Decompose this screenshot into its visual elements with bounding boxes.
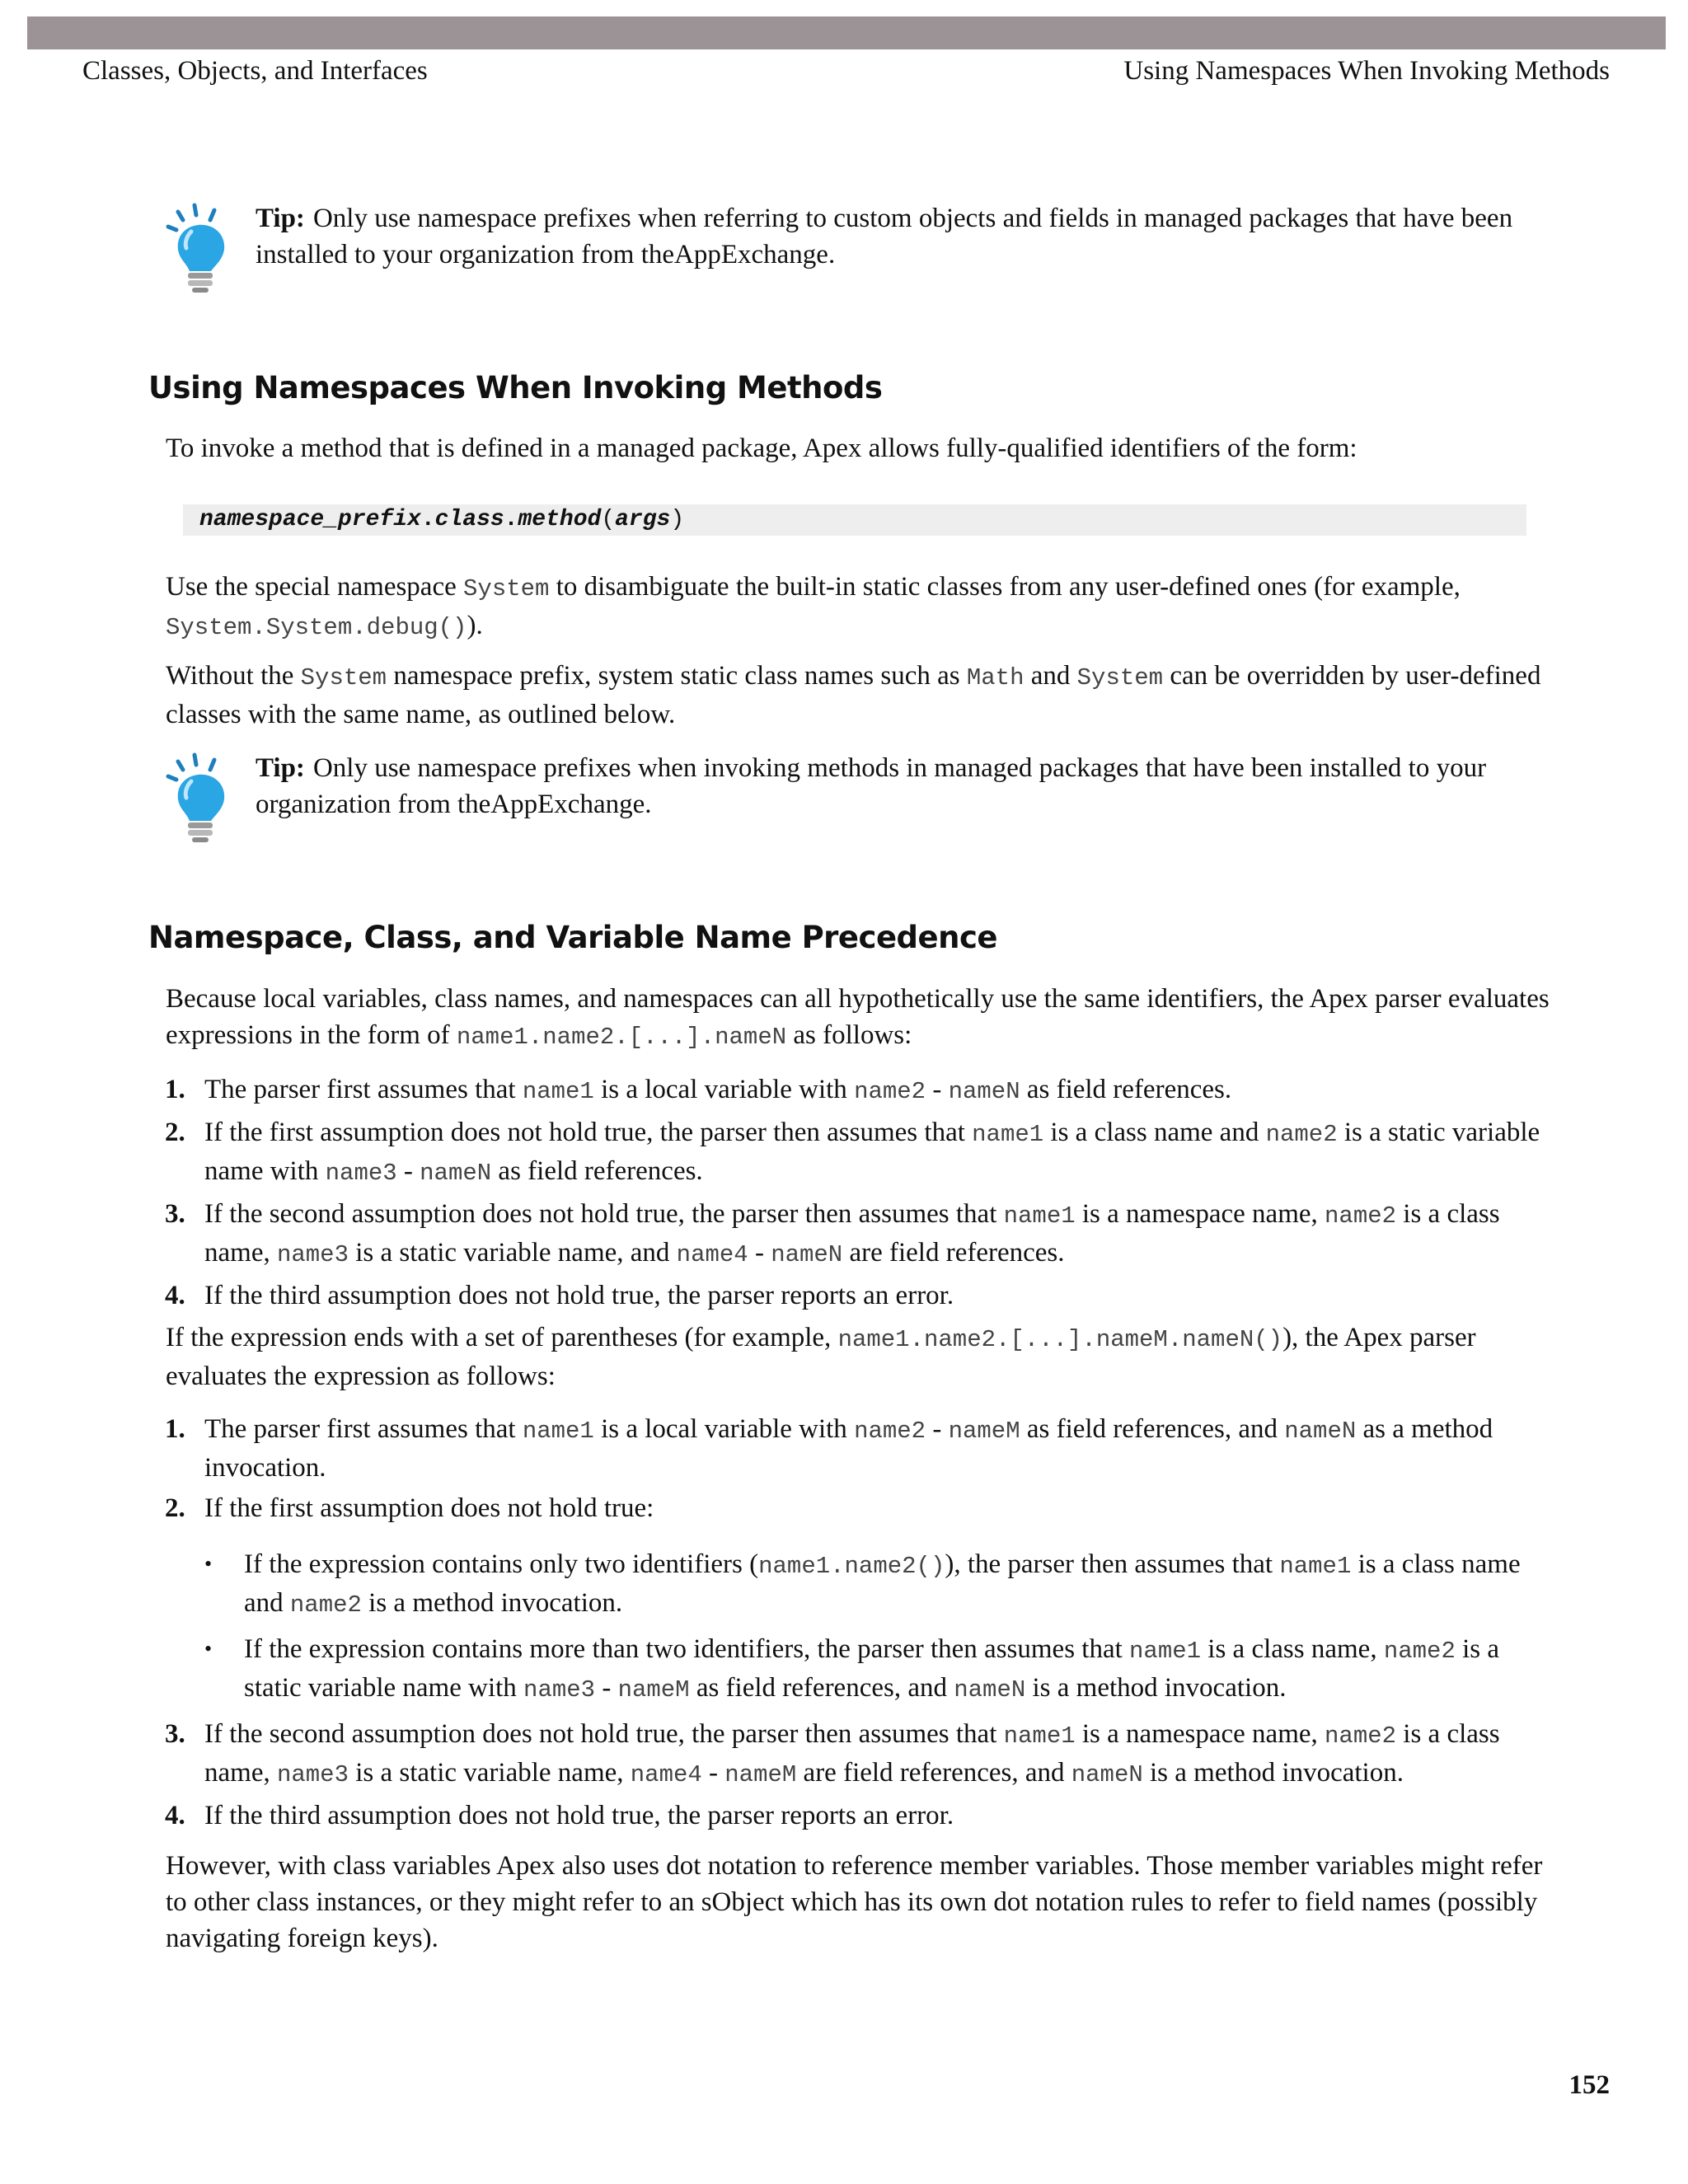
paragraph: Use the special namespace System to disambiguate the built-in static classes from any user-defined ones (for example, System.System.debug()). xyxy=(166,572,1461,641)
paragraph: If the expression ends with a set of parentheses (for example, name1.name2.[...].nameM.nameN()), the Apex parser evaluates the expression as follows: xyxy=(166,1323,1476,1391)
paragraph: However, with class variables Apex also uses dot notation to reference member variables. Those member variables might refer to other class instances, or they might refer to an sObject which has its own dot notation rules to refer to field names (possibly navigating foreign keys). xyxy=(166,1851,1543,1953)
list-item: 3. If the second assumption does not hold true, the parser then assumes that name1 is a namespace name, name2 is a class name, name3 is a static variable name, name4 - nameM are field references, and nameN is a method invocation. xyxy=(165,1719,1500,1788)
section-heading: Namespace, Class, and Variable Name Precedence xyxy=(148,920,998,955)
paragraph: Because local variables, class names, and namespaces can all hypothetically use the same identifiers, the Apex parser evaluates expressions in the form of name1.name2.[...].nameN as follows: xyxy=(166,984,1550,1051)
running-head-right: Using Namespaces When Invoking Methods xyxy=(1123,56,1610,86)
tip-label: Tip: xyxy=(256,753,305,783)
header-bar xyxy=(27,16,1666,49)
code-namespace-prefix: namespace_prefix xyxy=(199,507,421,532)
tip-text xyxy=(256,200,1541,273)
list-item: 4. If the third assumption does not hold true, the parser reports an error. xyxy=(165,1281,954,1310)
bullet-list xyxy=(204,1546,1556,1716)
bullet-item: • If the expression contains only two identifiers (name1.name2()), the parser then assumes that name1 is a class name and name2 is a method invocation. xyxy=(204,1549,1521,1619)
list-item: 2. If the first assumption does not hold true: xyxy=(165,1493,654,1523)
inline-code: System xyxy=(1076,664,1164,691)
list-item: 1. The parser first assumes that name1 is a local variable with name2 - nameM as field references, and nameN as a method invocation. xyxy=(165,1414,1493,1483)
inline-code: name1.name2.[...].nameN xyxy=(456,1024,787,1051)
code-sample: namespace_prefix.class.method(args) xyxy=(183,504,1526,536)
lightbulb-icon xyxy=(165,202,232,294)
tip-body: Only use namespace prefixes when referring to custom objects and fields in managed packages that have been installed to your organization from theAppExchange. xyxy=(256,204,1513,269)
tip-text xyxy=(256,750,1541,823)
paragraph: To invoke a method that is defined in a managed package, Apex allows fully-qualified identifiers of the form: xyxy=(166,434,1357,463)
lightbulb-icon xyxy=(165,752,232,844)
list-item: 3. If the second assumption does not hold true, the parser then assumes that name1 is a namespace name, name2 is a class name, name3 is a static variable name, and name4 - nameN are field references. xyxy=(165,1199,1500,1268)
list-item: 1. The parser first assumes that name1 is a local variable with name2 - nameN as field references. xyxy=(165,1075,1232,1105)
numbered-list xyxy=(165,1411,1558,1530)
inline-code: System.System.debug() xyxy=(166,614,467,641)
inline-code: Math xyxy=(966,664,1025,691)
inline-code: System xyxy=(300,664,387,691)
tip-body: Only use namespace prefixes when invoking methods in managed packages that have been installed to your organization from theAppExchange. xyxy=(256,753,1487,819)
code-args: args xyxy=(615,507,671,532)
numbered-list xyxy=(165,1071,1558,1318)
inline-code: System xyxy=(463,575,550,602)
inline-code: name1.name2.[...].nameM.nameN() xyxy=(837,1326,1283,1353)
page-number: 152 xyxy=(1568,2070,1610,2100)
list-item: 2. If the first assumption does not hold true, the parser then assumes that name1 is a class name and name2 is a static variable name with name3 - nameN as field references. xyxy=(165,1118,1540,1187)
section-heading: Using Namespaces When Invoking Methods xyxy=(148,370,883,405)
code-class: class xyxy=(434,507,504,532)
numbered-list xyxy=(165,1716,1558,1838)
list-item: 4. If the third assumption does not hold true, the parser reports an error. xyxy=(165,1801,954,1830)
running-head-left: Classes, Objects, and Interfaces xyxy=(82,56,428,86)
code-method: method xyxy=(518,507,602,532)
tip-label: Tip: xyxy=(256,204,305,233)
bullet-item: • If the expression contains more than two identifiers, the parser then assumes that name1 is a class name, name2 is a static variable name with name3 - nameM as field references, and nameN is a method invocation. xyxy=(204,1634,1500,1704)
paragraph: Without the System namespace prefix, system static class names such as Math and System can be overridden by user-defined classes with the same name, as outlined below. xyxy=(166,661,1541,729)
